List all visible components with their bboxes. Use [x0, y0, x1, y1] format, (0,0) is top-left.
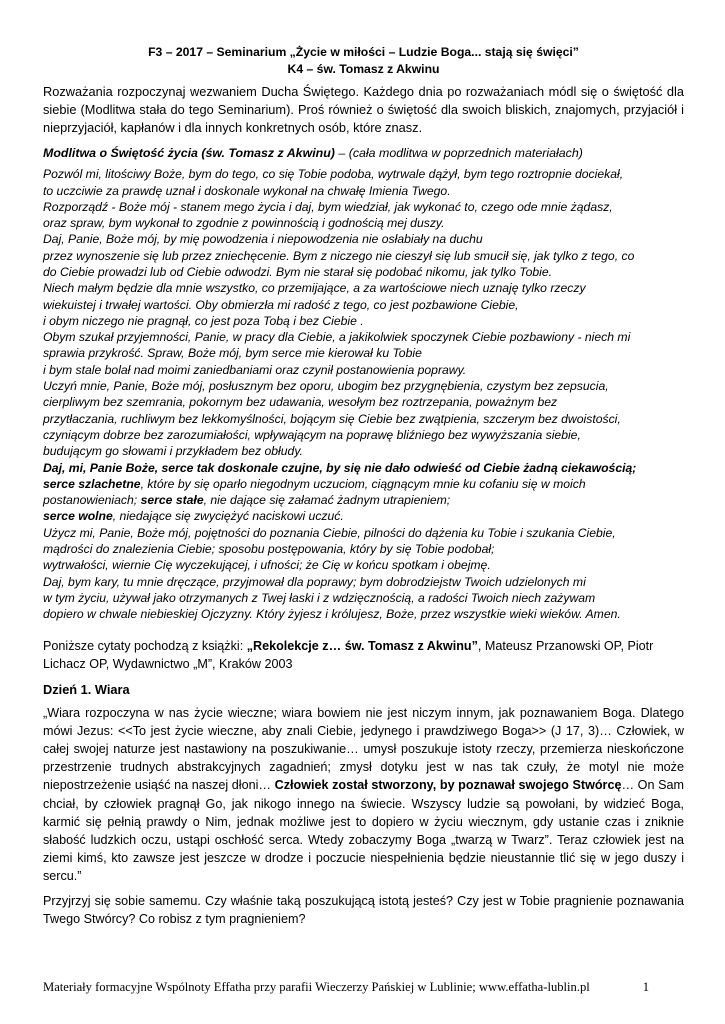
- prayer-line: wytrwałości, wiernie Cię wyczekującej, i ufności; że Cię w końcu spotkam i obejmę.: [43, 558, 491, 573]
- prayer-line: [43, 508, 684, 524]
- prayer-bold-text: Daj, mi, Panie Boże, serce tak doskonale czujne, by się nie dało odwieść od Ciebie żadną ciekawością;: [43, 460, 637, 475]
- quote-part-2: … On Sam chciał, by człowiek pragnął Go, jak nikogo innego na świecie. Wszyscy ludzie są powołani, by widzieć Boga, karmić się pełnią prawdy o Nim, jednak możliwe jest to dopiero w życiu wiecznym, gdy ustanie czas i zniknie słabość ludzkich oczu, ustąpi oschłość serca. Wtedy zobaczymy Boga „twarzą w Twarz”. Teraz człowiek jest na ziemi kimś, kto zawsze jest jeszcze w drodze i poczucie niespełnienia będzie nieustannie tlić się w jego duszy i sercu.”: [43, 778, 684, 884]
- prayer-line: Daj, bym kary, tu mnie dręczące, przyjmował dla poprawy; bym dobrodziejstw Twoich udzielonych mi: [43, 574, 586, 589]
- heart-firm-label: serce stałe: [140, 493, 204, 508]
- prayer-line: oraz spraw, bym wykonał to zgodnie z powinnością i godnością mej duszy.: [43, 216, 445, 231]
- prayer-line: do Ciebie prowadzi lub od Ciebie odwodzi. Bym nie starał się podobać nikomu, jak tylko Tobie.: [43, 264, 552, 279]
- footer-text: Materiały formacyjne Wspólnoty Effatha przy parafii Wieczerzy Pańskiej w Lublinie; www.effatha-lublin.pl: [43, 980, 590, 994]
- prayer-line: wiekuistej i trwałej wartości. Oby obmierzła mi radość z tego, co jest pozbawione Ciebie,: [43, 297, 519, 312]
- prayer-line: cierpliwym bez szemrania, pokornym bez udawania, wesołym bez roztrzepania, poważnym bez: [43, 395, 558, 410]
- source-citation: [43, 637, 684, 673]
- prayer-line: przez wynoszenie się lub przez zniechęcenie. Bym z niczego nie cieszył się lub smucił się, jak tylko z tego, co: [43, 248, 635, 263]
- prayer-line: [43, 476, 684, 492]
- prayer-heading: [43, 145, 684, 163]
- prayer-line: [43, 492, 684, 508]
- page-number: 1: [642, 980, 649, 994]
- prayer-line: przytłaczania, ruchliwym bez lekkomyślności, bojącym się Ciebie bez zwątpienia, szczerym bez dwoistości,: [43, 411, 621, 426]
- prayer-heading-note: – (cała modlitwa w poprzednich materiałach): [334, 145, 583, 160]
- prayer-line: Daj, Panie, Boże mój, by mię powodzenia i niepowodzenia nie osłabiały na duchu: [43, 232, 483, 247]
- prayer-line: Niech małym będzie dla mnie wszystko, co przemijające, a za wartościowe niech uznaję tylko rzeczy: [43, 281, 586, 296]
- prayer-line: czyniącym dobrze bez zarozumiałości, wpływającym na poprawę bliźniego bez wywyższania siebie,: [43, 427, 581, 442]
- prayer-line-bold: [43, 460, 684, 476]
- prayer-line: sprawia przykrość. Spraw, Boże mój, bym serce mie kierował ku Tobie: [43, 346, 422, 361]
- document-page: [43, 44, 684, 928]
- quote-bold: Człowiek został stworzony, by poznawał swojego Stwórcę: [274, 778, 622, 793]
- quote-paragraph: [43, 704, 684, 886]
- prayer-line: dopiero w chwale niebieskiej Ojczyzny. Który żyjesz i królujesz, Boże, przez wszystkie wieki wieków. Amen.: [43, 607, 621, 622]
- source-pre: Poniższe cytaty pochodzą z książki:: [43, 638, 247, 653]
- prayer-line: Obym szukał przyjemności, Panie, w pracy dla Ciebie, a jakikolwiek spoczynek Ciebie pozbawiony - niech mi: [43, 330, 631, 345]
- prayer-heading-bold: Modlitwa o Świętość życia (św. Tomasz z Akwinu): [43, 145, 335, 160]
- prayer-line: w tym życiu, używał jako otrzymanych z Twej łaski i z wdzięcznością, a radości Twoich niech zażywam: [43, 590, 596, 605]
- quote-part-1: „Wiara rozpoczyna w nas życie wieczne; wiara bowiem nie jest niczym innym, jak poznawaniem Boga. Dlatego mówi Jezus: <<To jest życie wieczne, aby znali Ciebie, jedynego i prawdziwego Boga>> (J 17, 3)… Człowiek, w całej swojej naturze jest nastawiony na poszukiwanie… umysł poszukuje istoty rzeczy, przemierza nieskończone przestrzenie trudnych abstrakcyjnych zagadnień; zmysł dotyku jest w nas tak czuły, że motyl nie może niepostrzeżenie usiąść na naszej dłoni…: [43, 705, 684, 793]
- document-subtitle: K4 – św. Tomasz z Akwinu: [287, 62, 440, 76]
- reflection-questions: Przyjrzyj się sobie samemu. Czy właśnie taką poszukującą istotą jesteś? Czy jest w Tobie pragnienie poznawania Twego Stwórcy? Co robisz z tym pragnieniem?: [43, 893, 684, 926]
- prayer-line: mądrości do znalezienia Ciebie; sposobu postępowania, który by się Tobie podobał;: [43, 542, 495, 557]
- prayer-line: budującym go słowami i przykładem bez obłudy.: [43, 444, 303, 459]
- prayer-line: i bym stale bolał nad moimi zaniedbaniami oraz czynił postanowienia poprawy.: [43, 362, 467, 377]
- prayer-line: to uczciwie za prawdę uznał i doskonale wykonał na chwałę Imienia Twego.: [43, 183, 451, 198]
- day-heading: Dzień 1. Wiara: [43, 681, 130, 697]
- prayer-text: [43, 166, 684, 622]
- document-title: F3 – 2017 – Seminarium „Życie w miłości – Ludzie Boga... stają się święci”: [148, 45, 579, 59]
- prayer-line: Użycz mi, Panie, Boże mój, pojętności do poznania Ciebie, pilności do dążenia ku Tobie i szukania Ciebie,: [43, 525, 616, 540]
- prayer-line: i obym niczego nie pragnął, co jest poza Tobą i bez Ciebie .: [43, 313, 364, 328]
- source-post: , Mateusz Przanowski OP, Piotr Lichacz OP, Wydawnictwo „M”, Kraków 2003: [43, 638, 654, 671]
- heart-noble-cont: postanowieniach;: [43, 493, 141, 508]
- heart-noble-text: , które by się oparło niegodnym uczuciom, ciągnącym mnie ku cofaniu się w moich: [140, 476, 586, 491]
- heart-free-text: , niedające się zwyciężyć naciskowi uczuć.: [112, 509, 344, 524]
- page-footer: [43, 980, 684, 995]
- source-book-title: „Rekolekcje z… św. Tomasz z Akwinu”: [246, 638, 478, 653]
- prayer-line: Rozporządź - Boże mój - stanem mego życia i daj, bym wiedział, jak wykonać to, czego ode mnie żądasz,: [43, 199, 613, 214]
- heart-free-label: serce wolne: [43, 509, 113, 524]
- heart-firm-text: , nie dające się załamać żadnym utrapieniem;: [203, 493, 451, 508]
- intro-paragraph: Rozważania rozpoczynaj wezwaniem Ducha Świętego. Każdego dnia po rozważaniach módl się o świętość dla siebie (Modlitwa stała do tego Seminarium). Proś również o świętość dla swoich bliskich, znajomych, przyjaciół i nieprzyjaciół, kapłanów i dla innych konkretnych osób, które znasz.: [43, 84, 684, 136]
- prayer-line: Uczyń mnie, Panie, Boże mój, posłusznym bez oporu, ubogim bez przygnębienia, czystym bez zepsucia,: [43, 379, 609, 394]
- heart-noble-label: serce szlachetne: [43, 476, 141, 491]
- prayer-line: Pozwól mi, litościwy Boże, bym do tego, co się Tobie podoba, wytrwale dążył, bym tego roztropnie dociekał,: [43, 167, 624, 182]
